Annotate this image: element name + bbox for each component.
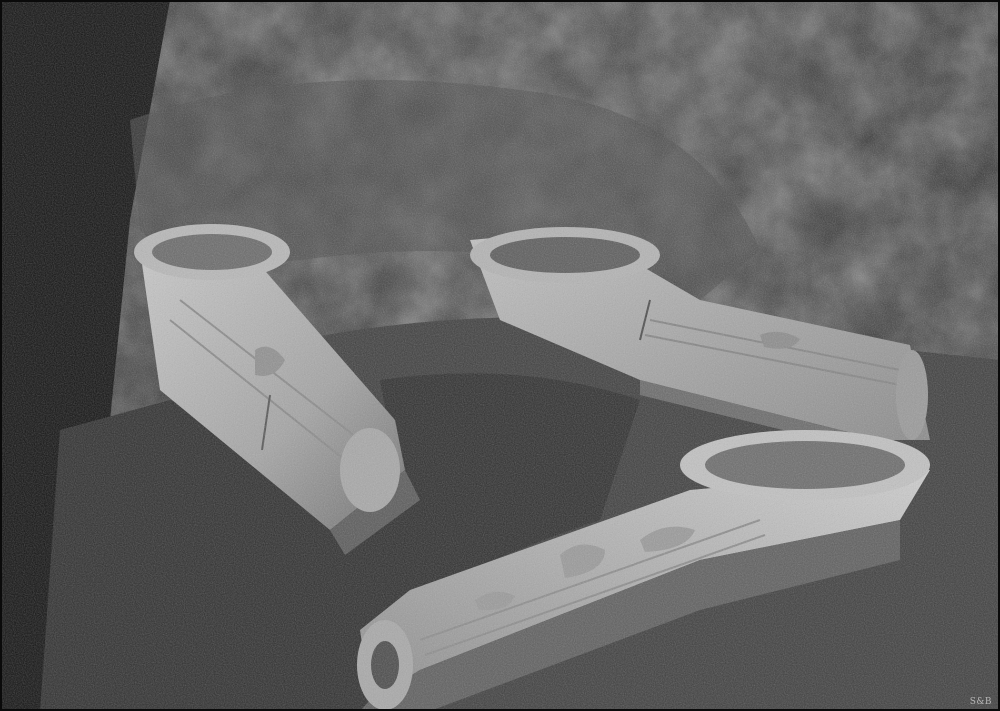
photographer-signature: S&B bbox=[969, 697, 992, 707]
